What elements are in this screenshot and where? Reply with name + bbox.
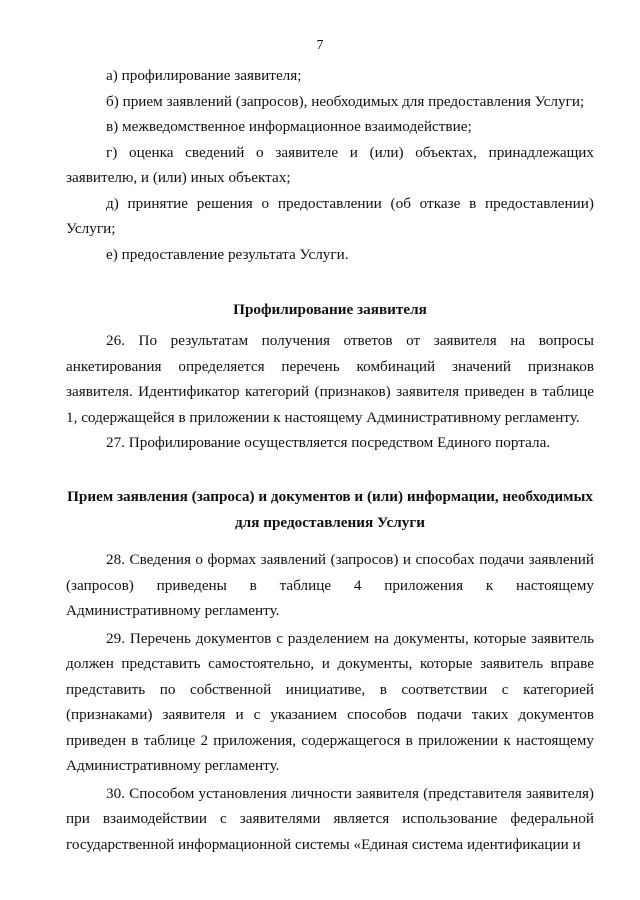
section-application: [66, 484, 594, 535]
section-profiling: [66, 297, 594, 323]
paragraph-26: 26. По результатам получения ответов от заявителя на вопросы анкетирования определяется перечень комбинаций значений признаков заявителя. Идентификатор категорий (признаков) заявителя приведен в таблице 1, содержащейся в приложении к настоящему Административному регламенту.: [66, 332, 594, 426]
list-item-d: г) оценка сведений о заявителе и (или) объектах, принадлежащих заявителю, и (или) иных объектах;: [66, 143, 594, 186]
page-number: 7: [316, 38, 324, 53]
section-heading-profiling: Профилирование заявителя: [233, 301, 427, 318]
procedure-list: [66, 63, 594, 267]
paragraph-28: 28. Сведения о формах заявлений (запросов) и способах подачи заявлений (запросов) приведены в таблице 4 приложения к настоящему Административному регламенту.: [66, 551, 594, 619]
list-item-b: б) прием заявлений (запросов), необходимых для предоставления Услуги;: [106, 92, 585, 110]
section-application-body: [66, 547, 594, 857]
list-item-a: а) профилирование заявителя;: [106, 67, 302, 84]
section-profiling-body: [66, 328, 594, 456]
paragraph-29: 29. Перечень документов с разделением на документы, которые заявитель должен представить самостоятельно, и документы, которые заявитель вправе представить по собственной инициативе, в соответствии с категорией (признаками) заявителя и с указанием способов подачи таких документов приведен в таблице 2 приложения, содержащегося в приложении к настоящему Административному регламенту.: [66, 629, 594, 774]
paragraph-27: 27. Профилирование осуществляется посредством Единого портала.: [106, 434, 551, 451]
list-item-c: в) межведомственное информационное взаимодействие;: [106, 118, 472, 135]
list-item-f: е) предоставление результата Услуги.: [106, 245, 349, 263]
section-heading-application: Прием заявления (запроса) и документов и (или) информации, необходимых для предоставления Услуги: [67, 488, 593, 531]
paragraph-30: 30. Способом установления личности заявителя (представителя заявителя) при взаимодействии с заявителями является использование федеральной государственной информационной системы «Единая система идентификации и: [66, 784, 594, 853]
list-item-e: д) принятие решения о предоставлении (об отказе в предоставлении) Услуги;: [66, 194, 594, 237]
